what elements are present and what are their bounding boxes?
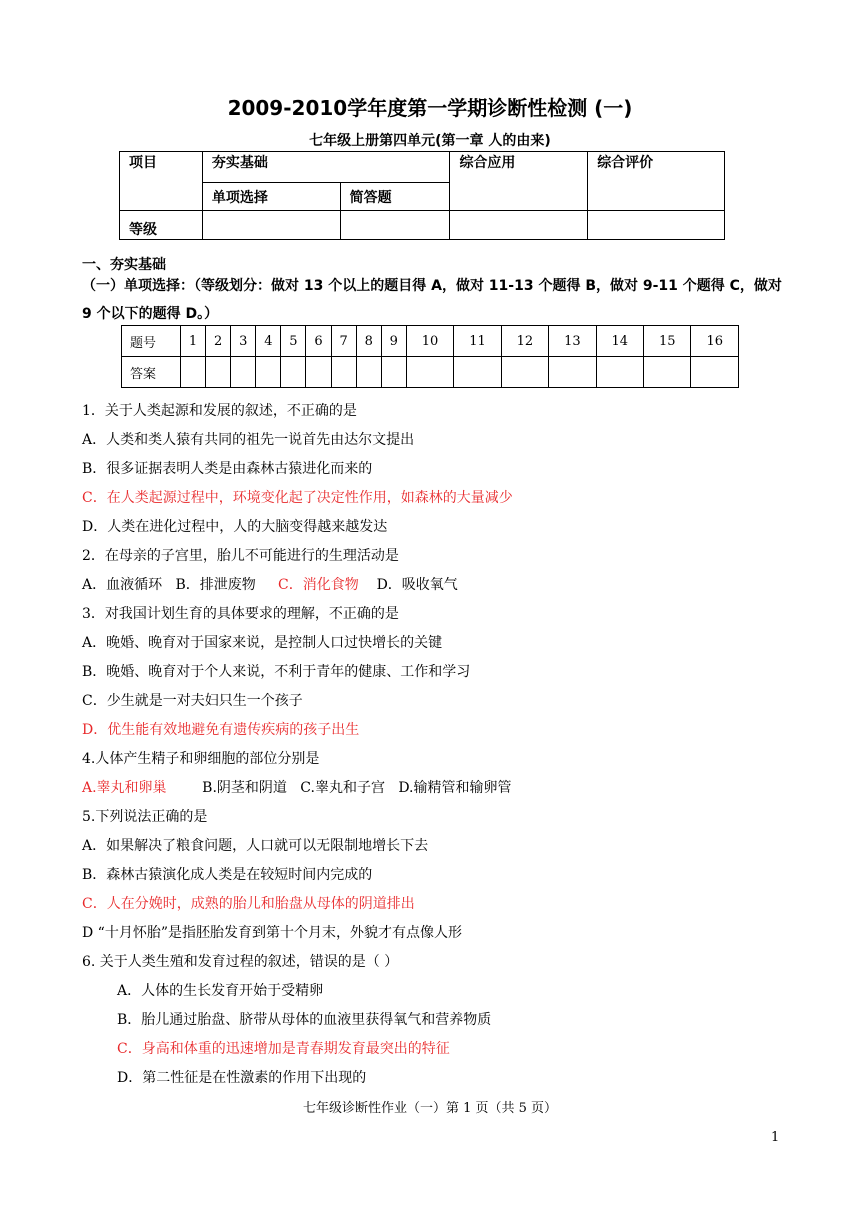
question-option: B．晚婚、晚育对于个人来说，不利于青年的健康、工作和学习 [82,664,471,680]
question-option-correct: A.睾丸和卵巢 [82,780,167,796]
question-stem: 3．对我国计划生育的具体要求的理解，不正确的是 [82,606,399,622]
answer-cell[interactable] [331,357,356,388]
question-option: A．如果解决了粮食问题，人口就可以无限制地增长下去 [82,838,429,854]
page-footer: 七年级诊断性作业（一）第 1 页（共 5 页） [302,1101,558,1116]
grade-cell-evaluation[interactable] [588,211,725,240]
question-option: D “十月怀胎”是指胚胎发育到第十个月末，外貌才有点像人形 [82,925,462,941]
question-number: 12 [501,326,548,357]
question-number: 3 [231,326,256,357]
answer-cell[interactable] [206,357,231,388]
question-number: 6 [306,326,331,357]
answer-table-answer-row [122,357,739,388]
question-option: B.阴茎和阴道 [202,780,287,796]
question-option: D．第二性征是在性激素的作用下出现的 [117,1070,367,1086]
answer-cell[interactable] [501,357,548,388]
answer-table-answer-label: 答案 [122,357,181,388]
question-stem: 1．关于人类起源和发展的叙述，不正确的是 [82,403,357,419]
answer-cell[interactable] [356,357,381,388]
section-heading: 一、夯实基础 [82,257,166,273]
grade-cell-comprehensive[interactable] [450,211,588,240]
question-stem: 5.下列说法正确的是 [82,809,208,825]
grade-table-single-choice: 单项选择 [202,183,340,211]
answer-cell[interactable] [406,357,453,388]
question-option: D．人类在进化过程中，人的大脑变得越来越发达 [82,519,388,535]
grade-cell-single[interactable] [202,211,340,240]
question-option: C.睾丸和子宫 [300,780,385,796]
answer-cell[interactable] [454,357,501,388]
answer-cell[interactable] [281,357,306,388]
grade-table-level: 等级 [120,211,203,240]
grade-table-short-answer: 简答题 [340,183,450,211]
question-number: 7 [331,326,356,357]
answer-cell[interactable] [306,357,331,388]
question-number: 10 [406,326,453,357]
answer-cell[interactable] [549,357,596,388]
question-option: B．排泄废物 [175,577,256,593]
question-option: D.输精管和输卵管 [398,780,512,796]
answer-cell[interactable] [181,357,206,388]
question-option: A．晚婚、晚育对于国家来说，是控制人口过快增长的关键 [82,635,443,651]
question-option: A．人类和类人猿有共同的祖先一说首先由达尔文提出 [82,432,415,448]
question-stem: 6. 关于人类生殖和发育过程的叙述，错误的是（ ） [82,954,399,970]
document-title: 2009-2010学年度第一学期诊断性检测 (一) [227,96,633,120]
grade-table-comprehensive: 综合应用 [450,152,588,211]
grade-cell-short[interactable] [340,211,450,240]
question-option: C．少生就是一对夫妇只生一个孩子 [82,693,303,709]
document-subtitle: 七年级上册第四单元(第一章 人的由来) [309,133,551,149]
answer-cell[interactable] [256,357,281,388]
question-option-correct: C．人在分娩时，成熟的胎儿和胎盘从母体的阴道排出 [82,896,415,912]
question-option-correct: C．身高和体重的迅速增加是青春期发育最突出的特征 [117,1041,450,1057]
question-stem: 2．在母亲的子宫里，胎儿不可能进行的生理活动是 [82,548,399,564]
question-number: 9 [381,326,406,357]
grade-table-basics: 夯实基础 [202,152,450,183]
question-options-row [82,777,512,797]
question-option-correct: C．在人类起源过程中，环境变化起了决定性作用，如森林的大量减少 [82,490,513,506]
question-number: 8 [356,326,381,357]
question-option: D．吸收氧气 [376,577,458,593]
question-stem: 4.人体产生精子和卵细胞的部位分别是 [82,751,320,767]
answer-cell[interactable] [691,357,739,388]
answer-cell[interactable] [644,357,691,388]
section-instructions: （一）单项选择：（等级划分：做对 13 个以上的题目得 A，做对 11-13 个题得 B，做对 9-11 个题得 C，做对 9 个以下的题得 D。） [82,278,782,322]
grade-table-evaluation: 综合评价 [588,152,725,211]
question-number: 4 [256,326,281,357]
question-number: 15 [644,326,691,357]
question-option: B．胎儿通过胎盘、脐带从母体的血液里获得氧气和营养物质 [117,1012,492,1028]
page-number: 1 [771,1130,780,1145]
question-option: B．很多证据表明人类是由森林古猿进化而来的 [82,461,373,477]
answer-cell[interactable] [596,357,643,388]
question-number: 16 [691,326,739,357]
question-number: 1 [181,326,206,357]
question-option-correct: D．优生能有效地避免有遗传疾病的孩子出生 [82,722,360,738]
answer-table [121,325,739,388]
question-option: A．血液循环 [82,577,163,593]
question-option-correct: C．消化食物 [278,577,359,593]
question-number: 14 [596,326,643,357]
grade-table [119,151,725,240]
grade-table-project: 项目 [120,152,203,211]
question-number: 2 [206,326,231,357]
question-number: 13 [549,326,596,357]
answer-cell[interactable] [231,357,256,388]
question-option: B．森林古猿演化成人类是在较短时间内完成的 [82,867,373,883]
answer-cell[interactable] [381,357,406,388]
answer-table-header-row [122,326,739,357]
question-options-row [82,574,458,594]
question-number: 5 [281,326,306,357]
question-option: A．人体的生长发育开始于受精卵 [117,983,324,999]
answer-table-number-label: 题号 [122,326,181,357]
question-number: 11 [454,326,501,357]
